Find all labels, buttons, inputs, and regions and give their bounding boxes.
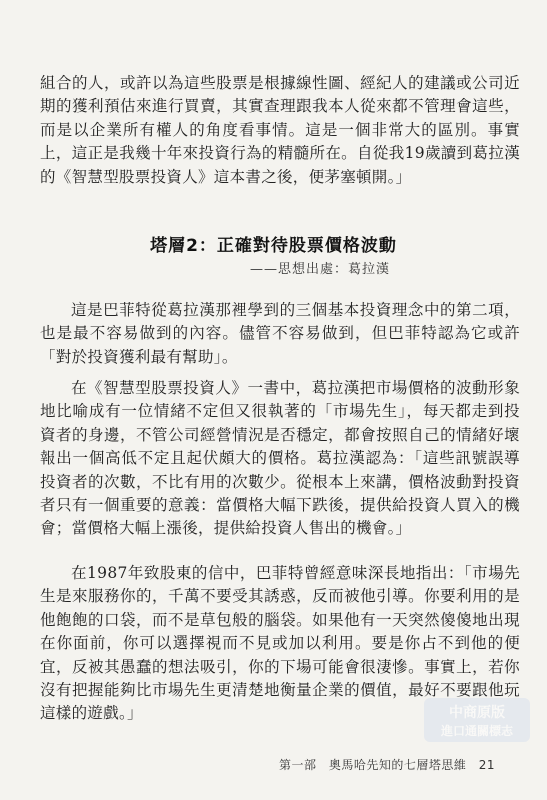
- paragraph-1-text: 組合的人，或許以為這些股票是根據線性圖、經紀人的建議或公司近期的獲利預估來進行買賣，其實查理跟我本人從來都不管理會這些，而是以企業所有權人的角度看事情。這是一個非常大的區別。事實上，這正是我幾十年來投資行為的精髓所在。自從我19歲讀到葛拉漢的《智慧型股票投資人》這本書之後，便茅塞頓開。」: [40, 74, 520, 186]
- paragraph-3: [40, 377, 520, 541]
- section-heading: 塔層2：正確對待股票價格波動: [150, 236, 397, 256]
- page-footer: [271, 756, 495, 773]
- paragraph-2-text: 這是巴菲特從葛拉漢那裡學到的三個基本投資理念中的第二項，也是最不容易做到的內容。儘管不容易做到，但巴菲特認為它或許「對於投資獲利最有幫助」。: [40, 301, 520, 366]
- svg-text:進口通關標志: 進口通關標志: [440, 724, 514, 738]
- page-number: 21: [478, 758, 495, 772]
- section-subheading: ——思想出處：葛拉漢: [249, 262, 390, 277]
- svg-text:中商原版: 中商原版: [449, 705, 505, 721]
- footer-title: 奧馬哈先知的七層塔思維: [328, 758, 467, 772]
- import-seal-stamp: [422, 690, 532, 750]
- paragraph-3-text: 在《智慧型股票投資人》一書中，葛拉漢把市場價格的波動形象地比喻成有一位情緒不定但又很執著的「市場先生」，每天都走到投資者的身邊，不管公司經營情況是否穩定，都會按照自己的情緒好壞報出一個高低不定且起伏頗大的價格。葛拉漢認為：「這些訊號誤導投資者的次數，不比有用的次數少。從根本上來講，價格波動對投資者只有一個重要的意義：當價格大幅下跌後，提供給投資人買入的機會；當價格大幅上漲後，提供給投資人售出的機會。」: [40, 379, 520, 538]
- footer-part: 第一部: [279, 758, 317, 772]
- paragraph-1: [40, 72, 520, 189]
- paragraph-2: [40, 299, 520, 369]
- paragraph-4-text: 在1987年致股東的信中，巴菲特曾經意味深長地指出：「市場先生是來服務你的，千萬不要受其誘惑，反而被他引導。你要利用的是他飽飽的口袋，而不是草包般的腦袋。如果他有一天突然傻傻地出現在你面前，你可以選擇視而不見或加以利用。要是你占不到他的便宜，反被其愚蠢的想法吸引，你的下場可能會很淒慘。事實上，若你沒有把握能夠比市場先生更清楚地衡量企業的價值，最好不要跟他玩這樣的遊戲。」: [40, 564, 520, 723]
